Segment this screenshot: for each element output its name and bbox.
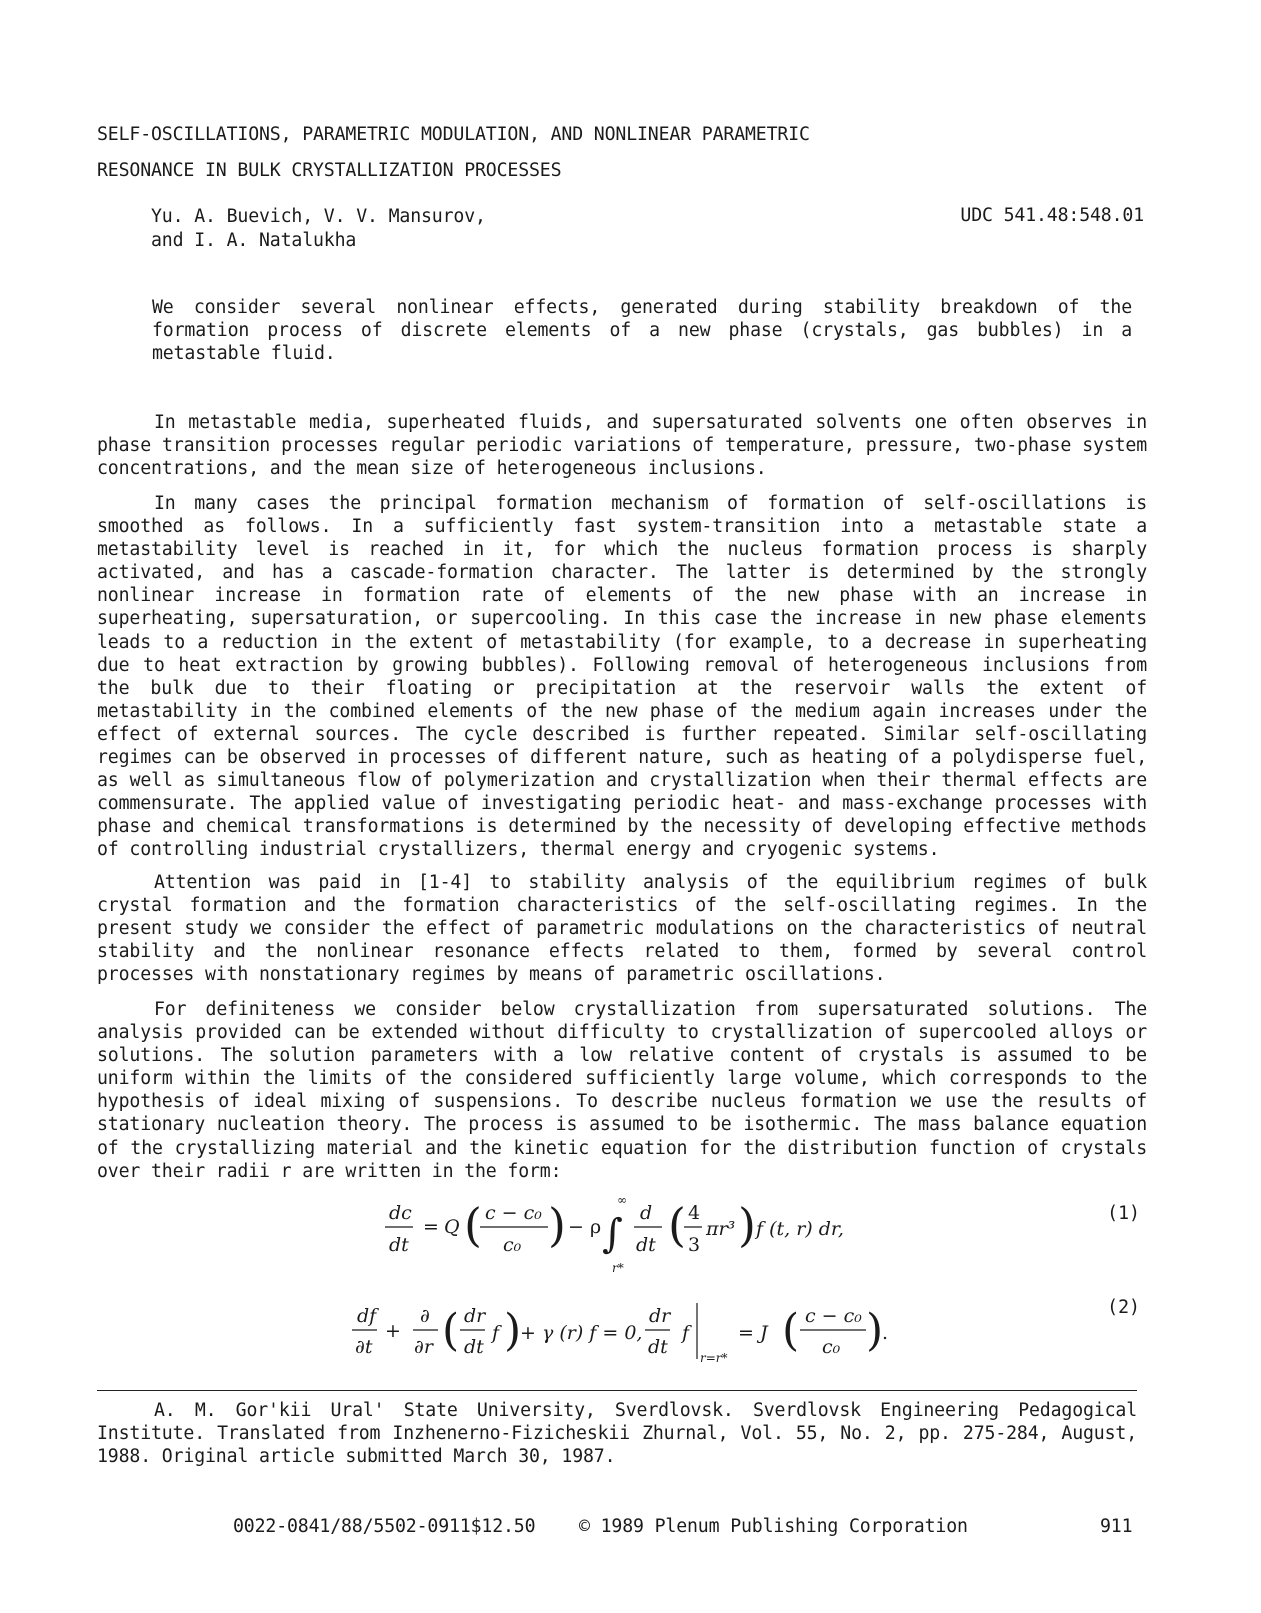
eq1-dc: dc bbox=[389, 1202, 412, 1224]
eq1-lower-limit: r* bbox=[612, 1261, 624, 1275]
authors-line-1: Yu. A. Buevich, V. V. Mansurov, bbox=[151, 206, 486, 227]
paragraph-1: In metastable media, superheated fluids, and supersaturated solvents one often observes in phase transition processes regular periodic variations of temperature, pressure, two-phase system concentrations, and the mean size of heterogeneous inclusions. bbox=[97, 412, 1147, 480]
page-number: 911 bbox=[1100, 1516, 1133, 1537]
eq2-denominator: c₀ bbox=[822, 1336, 841, 1358]
eq1-integral: ∫ bbox=[602, 1211, 623, 1257]
eq1-numerator: c − c₀ bbox=[485, 1202, 542, 1224]
copyright: © 1989 Plenum Publishing Corporation bbox=[579, 1516, 968, 1537]
eq1-paren2-open: ( bbox=[668, 1198, 686, 1252]
eq1-upper-limit: ∞ bbox=[617, 1195, 627, 1207]
eq1-three: 3 bbox=[688, 1234, 701, 1256]
eq2-gamma: + γ (r) f = 0, bbox=[520, 1322, 643, 1344]
article-code: 0022-0841/88/5502-0911$12.50 bbox=[233, 1516, 536, 1537]
eq1-paren-open: ( bbox=[464, 1198, 482, 1252]
eq1-four: 4 bbox=[688, 1202, 701, 1224]
eq2-dr: ∂r bbox=[414, 1336, 433, 1358]
eq2-subscript: r=r* bbox=[700, 1351, 728, 1365]
eq2-paren2-close: ) bbox=[866, 1305, 884, 1356]
eq1-dt-inner: dt bbox=[636, 1234, 656, 1256]
eq1-paren-close: ) bbox=[548, 1198, 566, 1252]
authors bbox=[151, 205, 486, 253]
eq2-equals-J: = J bbox=[738, 1322, 768, 1344]
paragraph-4: For definiteness we consider below crystallization from supersaturated solutions. The analysis provided can be extended without difficulty to crystallization of supercooled alloys or solutions. The solution parameters with a low relative content of crystals is assumed to be uniform within the limits of the considered sufficiently large volume, which corresponds to the hypothesis of ideal mixing of suspensions. To describe nucleus formation we use the results of stationary nucleation theory. The process is assumed to be isothermic. The mass balance equation of the crystallizing material and the kinetic equation for the distribution function of crystals over their radii r are written in the form: bbox=[97, 999, 1147, 1182]
eq2-drdt-den: dt bbox=[464, 1336, 484, 1358]
title-line-1: SELF-OSCILLATIONS, PARAMETRIC MODULATION, AND NONLINEAR PARAMETRIC bbox=[97, 124, 810, 145]
eq1-denominator: c₀ bbox=[503, 1234, 522, 1256]
udc-code: UDC 541.48:548.01 bbox=[960, 205, 1144, 226]
equation-1 bbox=[0, 1195, 1261, 1277]
eq2-dt: ∂t bbox=[355, 1336, 373, 1358]
eq1-equals: = bbox=[423, 1216, 439, 1238]
eq1-Q: Q bbox=[444, 1216, 460, 1238]
paragraph-2: In many cases the principal formation mechanism of formation of self-oscillations is smoothed as follows. In a sufficiently fast system-transition into a metastable state a metastability level is reached in it, for which the nucleus formation process is sharply activated, and has a cascade-formation character. The latter is determined by the strongly nonlinear increase in formation rate of elements of the new phase with an increase in superheating, supersaturation, or supercooling. In this case the increase in new phase elements leads to a reduction in the extent of metastability (for example, to a decrease in superheating due to heat extraction by growing bubbles). Following removal of heterogeneous inclusions from the bulk due to their floating or precipitation at the reservoir walls the extent of metastability in the combined elements of the new phase of the medium again increases under the effect of external sources. The cycle described is further repeated. Similar self-oscillating regimes can be observed in processes of different nature, such as heating of a polydisperse fuel, as well as simultaneous flow of polymerization and crystallization when their thermal effects are commensurate. The applied value of investigating periodic heat- and mass-exchange processes with phase and chemical transformations is determined by the necessity of developing effective methods of controlling industrial crystallizers, thermal energy and cryogenic systems. bbox=[97, 493, 1147, 861]
eq2-f: f bbox=[492, 1322, 500, 1344]
eq1-tail: f (t, r) dr, bbox=[756, 1218, 844, 1240]
eq2-plus: + bbox=[385, 1320, 401, 1342]
eq1-paren2-close: ) bbox=[738, 1198, 756, 1252]
eq2-dt2: dt bbox=[648, 1336, 668, 1358]
eq1-d: d bbox=[640, 1202, 653, 1224]
eq2-drdt-num: dr bbox=[464, 1305, 486, 1327]
equation-2 bbox=[0, 1295, 1261, 1367]
eq2-period: . bbox=[882, 1322, 889, 1344]
eq2-dr2: dr bbox=[649, 1305, 671, 1327]
abstract: We consider several nonlinear effects, generated during stability breakdown of the formation process of discrete elements of a new phase (crystals, gas bubbles) in a metastable fluid. bbox=[152, 297, 1132, 365]
eq2-partial: ∂ bbox=[420, 1305, 430, 1327]
eq1-minus-rho: − ρ bbox=[568, 1216, 602, 1238]
eq2-df: df bbox=[357, 1305, 377, 1327]
equation-2-number: (2) bbox=[1107, 1297, 1140, 1318]
eq2-paren-close: ) bbox=[504, 1305, 522, 1356]
eq2-numerator: c − c₀ bbox=[805, 1305, 862, 1327]
eq1-pi-r3: πr³ bbox=[706, 1218, 736, 1240]
paragraph-3: Attention was paid in [1-4] to stability analysis of the equilibrium regimes of bulk crystal formation and the formation characteristics of the self-oscillating regimes. In the present study we consider the effect of parametric modulations on the characteristics of neutral stability and the nonlinear resonance effects related to them, formed by several control processes with nonstationary regimes by means of parametric oscillations. bbox=[97, 872, 1147, 986]
authors-line-2: and I. A. Natalukha bbox=[151, 230, 357, 251]
eq1-dt: dt bbox=[389, 1234, 409, 1256]
eq2-paren-open: ( bbox=[442, 1305, 460, 1356]
title-line-2: RESONANCE IN BULK CRYSTALLIZATION PROCESSES bbox=[97, 160, 562, 181]
footnote: A. M. Gor'kii Ural' State University, Sverdlovsk. Sverdlovsk Engineering Pedagogical Institute. Translated from Inzhenerno-Fizicheskii Zhurnal, Vol. 55, No. 2, pp. 275-284, August, 1988. Original article submitted March 30, 1987. bbox=[97, 1400, 1137, 1468]
equation-1-number: (1) bbox=[1107, 1203, 1140, 1224]
eq2-f2: f bbox=[682, 1322, 690, 1344]
footnote-rule bbox=[97, 1390, 1137, 1391]
eq2-paren2-open: ( bbox=[782, 1305, 800, 1356]
